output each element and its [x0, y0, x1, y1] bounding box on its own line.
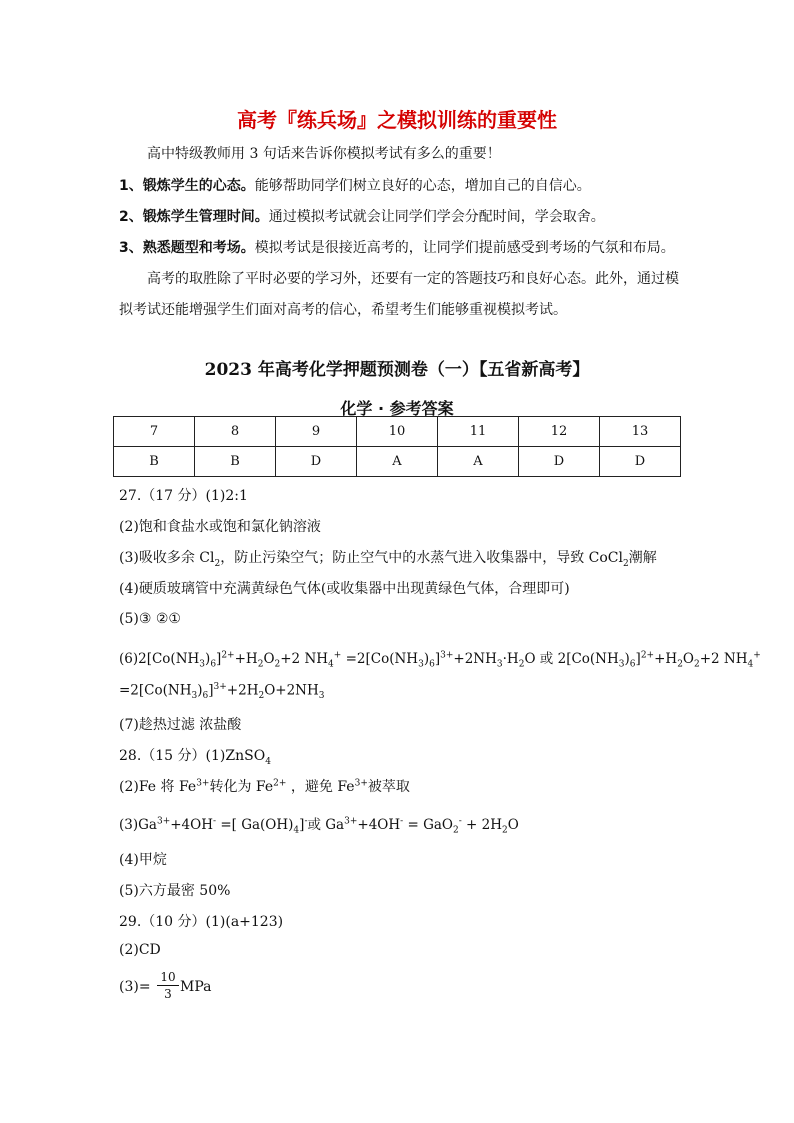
- question-number: 13: [600, 417, 681, 447]
- q27-part-4: (4)硬质玻璃管中充满黄绿色气体(或收集器中出现黄绿色气体，合理即可): [119, 581, 570, 597]
- answer-title: 化学 · 参考答案: [340, 399, 454, 418]
- promo-point-1: [119, 178, 591, 194]
- promo-title: 高考『练兵场』之模拟训练的重要性: [237, 108, 557, 132]
- answer-letter: D: [600, 447, 681, 477]
- subscript: 4: [265, 756, 271, 767]
- q28-2-text-b: 转化为 Fe: [209, 779, 274, 795]
- question-number: 9: [276, 417, 357, 447]
- subscript: 2: [214, 558, 221, 569]
- q27-part-2: (2)饱和食盐水或饱和氯化钠溶液: [119, 519, 321, 535]
- q28-head: [119, 745, 271, 767]
- question-number: 8: [195, 417, 276, 447]
- question-number: 7: [114, 417, 195, 447]
- superscript: 2+: [273, 778, 287, 789]
- q28-part-3: $(3)Ga^{3+}+4OH^-$ =[ $Ga(OH)_4]^-$或 $Ga^{3+}+4OH^- = GaO_2^- + 2H_2O$: [119, 816, 519, 836]
- q28-part-4: (4)甲烷: [119, 852, 167, 868]
- q28-2-text-a: (2)Fe 将 Fe: [119, 779, 197, 795]
- answer-table-answers-row: [114, 447, 681, 477]
- question-number: 12: [519, 417, 600, 447]
- q27-part-3: [119, 547, 657, 569]
- point-2-body: 通过模拟考试就会让同学们学会分配时间，学会取舍。: [268, 209, 605, 225]
- q27-part-5: (5)③ ②①: [119, 611, 181, 627]
- superscript: 3+: [354, 778, 368, 789]
- q29-part-3-prefix: (3)=: [119, 979, 151, 995]
- point-3-body: 模拟考试是很接近高考的，让同学们提前感受到考场的气氛和布局。: [254, 240, 675, 256]
- exam-title: 2023 年高考化学押题预测卷（一）【五省新高考】: [204, 360, 590, 380]
- q27-3-text-b: ，防止污染空气；防止空气中的水蒸气进入收集器中，导致 CoCl: [220, 550, 623, 566]
- answer-letter: B: [114, 447, 195, 477]
- q28-head-text: 28.（15 分）(1)ZnSO: [119, 748, 266, 764]
- point-3-head: 3、熟悉题型和考场。: [119, 240, 255, 256]
- answer-table-numbers-row: [114, 417, 681, 447]
- answer-letter: D: [519, 447, 600, 477]
- point-1-head: 1、锻炼学生的心态。: [119, 178, 255, 194]
- promo-intro: 高中特级教师用 3 句话来告诉你模拟考试有多么的重要！: [147, 146, 501, 162]
- q28-2-text-d: 被萃取: [367, 779, 410, 795]
- q27-3-text-a: (3)吸收多余 Cl: [119, 550, 215, 566]
- q27-part-6-line-1: $(6)2[Co(NH_3)_6]^{2+}+H_2O_2+2$ $NH_4^+ =2[Co(NH_3)_6]^{3+}+2NH_3\cdot H_2O$ 或 $2[Co(NH_3)_6]^{2+}+H_2O_2+2$ $NH_4^+$: [119, 650, 761, 670]
- question-number: 10: [357, 417, 438, 447]
- promo-point-2: [119, 209, 605, 225]
- answer-table: [113, 416, 681, 477]
- answer-letter: B: [195, 447, 276, 477]
- q29-part-2: (2)CD: [119, 942, 161, 958]
- promo-point-3: [119, 240, 675, 256]
- q27-head: 27.（17 分）(1)2:1: [119, 488, 248, 504]
- q28-2-text-c: ，避免 Fe: [286, 779, 355, 795]
- fraction-denominator: 3: [164, 987, 172, 1001]
- q29-part-3-unit: MPa: [180, 979, 212, 995]
- q29-part-3-fraction: [157, 970, 179, 1001]
- q27-3-text-c: 潮解: [628, 550, 657, 566]
- q28-part-5: (5)六方最密 50%: [119, 883, 231, 899]
- point-1-body: 能够帮助同学们树立良好的心态，增加自己的自信心。: [254, 178, 591, 194]
- answer-letter: A: [438, 447, 519, 477]
- promo-closing-line-1: 高考的取胜除了平时必要的学习外，还要有一定的答题技巧和良好心态。此外，通过模: [147, 271, 679, 287]
- point-2-head: 2、锻炼学生管理时间。: [119, 209, 269, 225]
- answer-letter: A: [357, 447, 438, 477]
- q27-part-6-line-2: $=2[Co(NH_3)_6]^{3+}+2H_2O+2NH_3$: [119, 682, 325, 702]
- fraction-numerator: 10: [157, 970, 179, 986]
- promo-closing-line-2: 拟考试还能增强学生们面对高考的信心，希望考生们能够重视模拟考试。: [119, 302, 567, 318]
- subscript: 2: [623, 558, 629, 569]
- q27-part-7: (7)趁热过滤 浓盐酸: [119, 717, 242, 733]
- q29-head: 29.（10 分）(1)(a+123): [119, 914, 284, 930]
- answer-letter: D: [276, 447, 357, 477]
- superscript: 3+: [196, 778, 210, 789]
- question-number: 11: [438, 417, 519, 447]
- q28-part-2: [119, 776, 410, 796]
